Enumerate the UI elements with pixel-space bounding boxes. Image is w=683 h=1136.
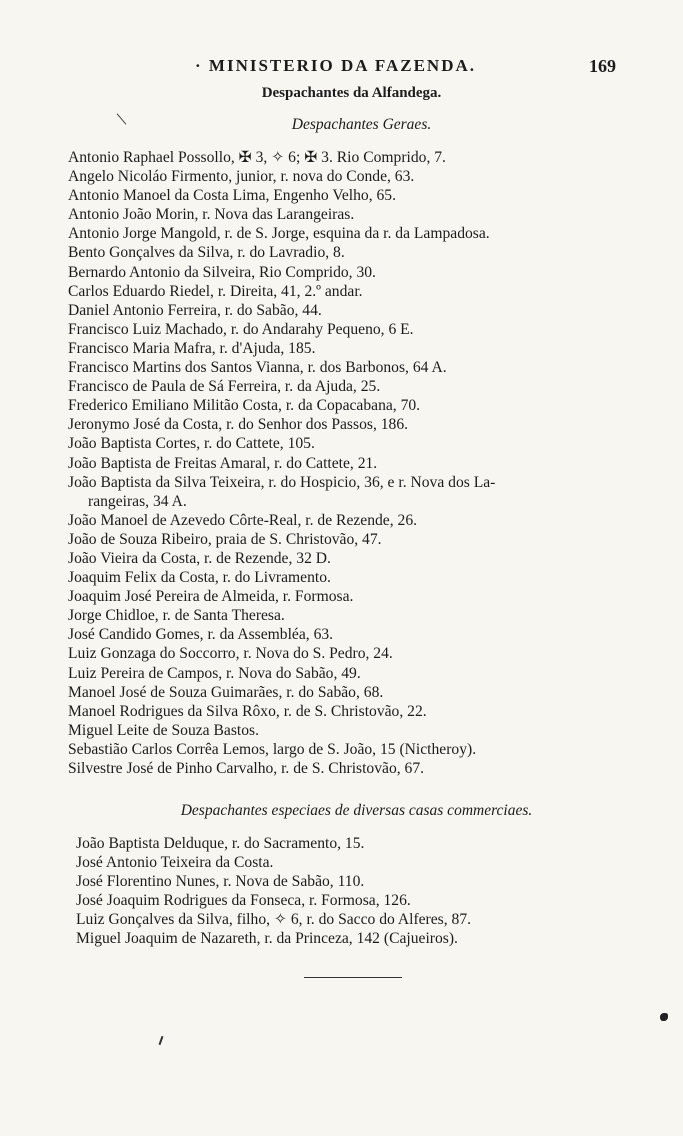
entry-text: João Baptista da Silva Teixeira, r. do Hospicio, 36, e r. Nova dos La- [68,473,496,491]
ink-mark [159,1036,164,1045]
entry-line: João Manoel de Azevedo Côrte-Real, r. de Rezende, 26. [68,511,418,529]
entry-line: Angelo Nicoláo Firmento, junior, r. nova do Conde, 63. [68,168,415,186]
entry-line: Frederico Emiliano Militão Costa, r. da Copacabana, 70. [68,397,421,415]
entry-line [0,473,683,511]
entry-line: José Joaquim Rodrigues da Fonseca, r. Formosa, 126. [76,892,411,910]
entry-list-geraes [0,148,683,778]
section-heading: Despachantes da Alfandega. [261,85,442,101]
entry-line: Carlos Eduardo Riedel, r. Direita, 41, 2.º andar. [68,282,363,300]
entry-line: Joaquim José Pereira de Almeida, r. Formosa. [68,588,354,606]
entry-line: Antonio Jorge Mangold, r. de S. Jorge, esquina da r. da Lampadosa. [68,225,490,243]
page-number: 169 [589,56,616,76]
entry-list-especiaes [0,834,683,949]
entry-line: Antonio João Morin, r. Nova das Larangeiras. [68,206,355,224]
entry-line: Luiz Gonzaga do Soccorro, r. Nova do S. Pedro, 24. [68,645,393,663]
entry-line: Francisco Luiz Machado, r. do Andarahy Pequeno, 6 E. [68,320,414,338]
entry-line: Luiz Gonçalves da Silva, filho, ✧ 6, r. do Sacco do Alferes, 87. [76,911,472,929]
entry-line: Joaquim Felix da Costa, r. do Livramento. [68,569,331,587]
subsection-heading-geraes: Despachantes Geraes. [291,116,432,133]
entry-line: Manoel José de Souza Guimarães, r. do Sabão, 68. [68,683,384,701]
entry-line: Bernardo Antonio da Silveira, Rio Comprido, 30. [68,263,376,281]
closing-rule [304,977,402,978]
entry-line: Antonio Manoel da Costa Lima, Engenho Velho, 65. [68,187,397,205]
entry-line: Jeronymo José da Costa, r. do Senhor dos Passos, 186. [68,416,409,434]
entry-line: Miguel Joaquim de Nazareth, r. da Princeza, 142 (Cajueiros). [76,930,458,948]
entry-line: Manoel Rodrigues da Silva Rôxo, r. de S. Christovão, 22. [68,702,427,720]
entry-line: Francisco Martins dos Santos Vianna, r. dos Barbonos, 64 A. [68,359,447,377]
entry-line: Daniel Antonio Ferreira, r. do Sabão, 44. [68,301,322,319]
entry-line: Francisco de Paula de Sá Ferreira, r. da Ajuda, 25. [68,378,381,396]
entry-line: José Candido Gomes, r. da Assembléa, 63. [68,626,334,644]
entry-line: Jorge Chidloe, r. de Santa Theresa. [68,607,285,625]
entry-line: João Baptista Delduque, r. do Sacramento, 15. [76,835,365,852]
entry-line: João Vieira da Costa, r. de Rezende, 32 D. [68,549,331,567]
running-head [0,56,683,78]
entry-line: João Baptista Cortes, r. do Cattete, 105. [68,435,315,453]
entry-line: João Baptista de Freitas Amaral, r. do Cattete, 21. [68,454,378,472]
entry-line: Luiz Pereira de Campos, r. Nova do Sabão, 49. [68,664,361,682]
entry-line: José Antonio Teixeira da Costa. [76,854,274,872]
entry-continuation: rangeiras, 34 A. [88,492,187,510]
entry-line: Antonio Raphael Possollo, ✠ 3, ✧ 6; ✠ 3. Rio Comprido, 7. [68,149,446,166]
entry-line: João de Souza Ribeiro, praia de S. Christovão, 47. [68,530,382,548]
entry-line: José Florentino Nunes, r. Nova de Sabão, 110. [76,873,365,891]
entry-line: Sebastião Carlos Corrêa Lemos, largo de S. João, 15 (Nictheroy). [68,740,477,758]
subsection-heading-especiaes: Despachantes especiaes de diversas casas commerciaes. [180,802,533,819]
ink-blot [660,1013,668,1021]
entry-line: Silvestre José de Pinho Carvalho, r. de S. Christovão, 67. [68,760,425,777]
page-header-title: · MINISTERIO DA FAZENDA. [195,56,476,75]
entry-line: Miguel Leite de Souza Bastos. [68,721,259,739]
entry-line: Francisco Maria Mafra, r. d'Ajuda, 185. [68,339,316,357]
entry-line: Bento Gonçalves da Silva, r. do Lavradio, 8. [68,244,345,262]
